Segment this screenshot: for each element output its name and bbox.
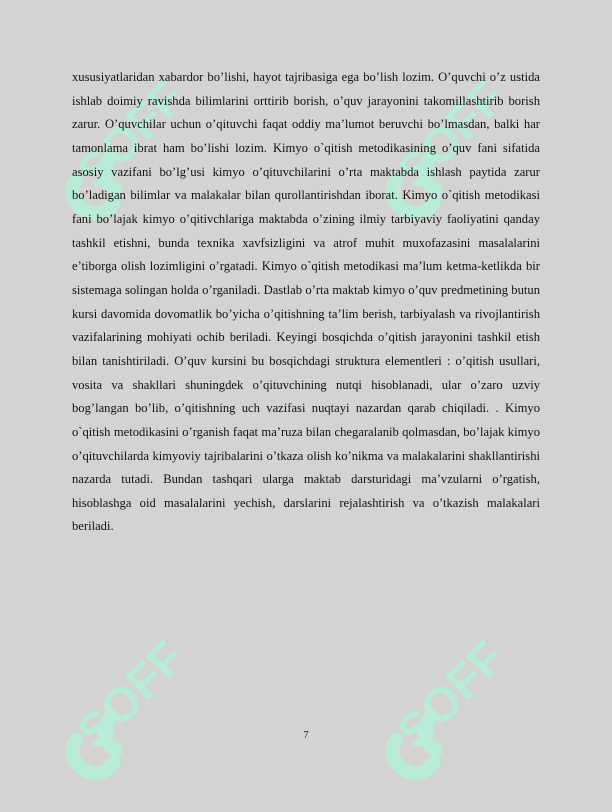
svg-text:SOFF: SOFF: [67, 631, 196, 760]
soff-logo-icon: [368, 612, 568, 812]
page-number: 7: [303, 730, 309, 741]
svg-text:SOFF: SOFF: [387, 631, 516, 760]
body-paragraph: xususiyatlaridan xabardor bo’lishi, hayot tajribasiga ega bo’lish lozim. O’quvchi o’z ustida ishlab doimiy ravishda bilimlarini orttirib borish, o’quv jarayonini takomillashtirib borish zarur. O’quvchilar uchun o’qituvchi faqat oddiy ma’lumot beruvchi bo’lmasdan, balki har tamonlama ibrat ham bo’lishi lozim. Kimyo o`qitish metodikasining o’quv fani sifatida asosiy vazifani bo’lg’usi kimyo o’qituvchilarini o’rta maktabda ishlash paytida zarur bo’ladigan bilimlar va malakalar bilan qurollantirishdan iborat. Kimyo o`qitish metodikasi fani bo’lajak kimyo o’qitivchlariga maktabda o’zining ilmiy tarbiyaviy faoliyatini qanday tashkil etishni, bunda texnika xavfsizligini va atrof muhit muxofazasini masalalarini e’tiborga olish lozimligini o’rgatadi. Kimyo o`qitish metodikasi ma’lum ketma-ketlikda bir sistemaga solingan holda o’rganiladi. Dastlab o’rta maktab kimyo o’quv predmetining butun kursi davomida dovomatlik bo’yicha o’qitishning ta’lim berish, tarbiyalash va rivojlantirish vazifalarining mohiyati ochib beriladi. Keyingi bosqichda o’qitish jarayonini tashkil etish bilan tanishtiriladi. O’quv kursini bu bosqichdagi struktura elementleri : o’qitish usullari, vosita va shakllari shuningdek o’qituvchining nutqi hisoblanadi, ular o’zaro uzviy bog’langan bo’lib, o’qitishning uch vazifasi nuqtayi nazardan qarab chiqiladi. . Kimyo o`qitish metodikasini o’rganish faqat ma’ruza bilan chegaralanib qolmasdan, bo’lajak kimyo o’qituvchilarda kimyoviy tajribalarini o’tkaza olish ko’nikma va malakalarini shakllantirishi nazarda tutadi. Bundan tashqari ularga maktab darsturidagi ma’vzularni o’rgatish, hisoblashga oid masalalarini yechish, darslarini rejalashtirish va o’tkazish malakalari beriladi.: [72, 70, 540, 534]
svg-text:SOFF: SOFF: [387, 71, 516, 200]
watermark-soff-logo: [48, 612, 248, 812]
soff-logo-icon: [48, 612, 248, 812]
svg-text:SOFF: SOFF: [67, 71, 196, 200]
watermark-soff-logo: [368, 612, 568, 812]
